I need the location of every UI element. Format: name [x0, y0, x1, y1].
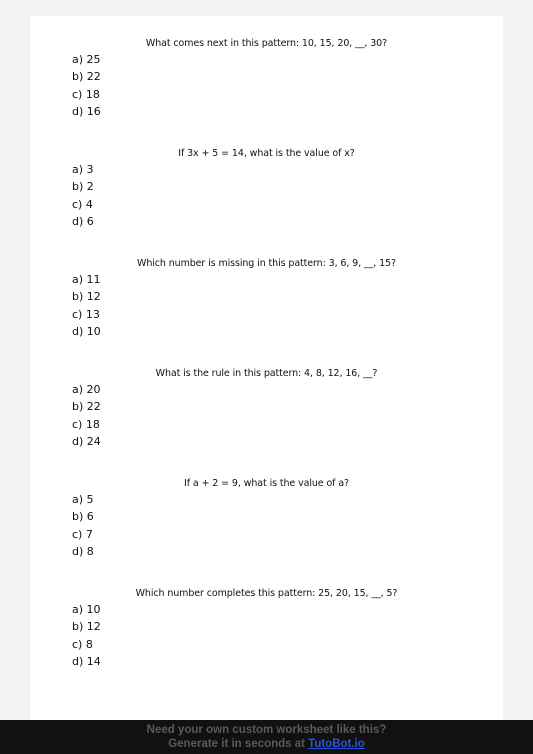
option-c: c) 18	[72, 417, 100, 431]
option-b: b) 12	[72, 290, 101, 304]
option-c: c) 7	[72, 527, 93, 541]
tutobot-link[interactable]: TutoBot.io	[308, 738, 365, 750]
worksheet-page	[30, 16, 503, 720]
question-text: If a + 2 = 9, what is the value of a?	[184, 478, 349, 489]
option-d: d) 16	[72, 104, 101, 118]
option-c: c) 18	[72, 87, 100, 101]
option-b: b) 12	[72, 620, 101, 634]
option-a: a) 3	[72, 163, 94, 176]
option-a: a) 20	[72, 383, 101, 396]
footer-line-2-text: Generate it in seconds at	[168, 738, 309, 750]
question-text: If 3x + 5 = 14, what is the value of x?	[178, 148, 355, 159]
option-d: d) 10	[72, 324, 101, 338]
option-d: d) 24	[72, 434, 101, 448]
option-c: c) 13	[72, 307, 100, 321]
option-a: a) 11	[72, 273, 101, 286]
option-a: a) 10	[72, 603, 101, 616]
option-b: b) 6	[72, 510, 94, 524]
question-text: What is the rule in this pattern: 4, 8, 12, 16, __?	[155, 368, 378, 379]
options-list	[72, 271, 101, 340]
option-c: c) 4	[72, 197, 93, 211]
option-a: a) 25	[72, 53, 101, 66]
option-d: d) 6	[72, 214, 94, 228]
option-d: d) 8	[72, 544, 94, 558]
question-text: Which number is missing in this pattern: 3, 6, 9, __, 15?	[137, 258, 396, 269]
options-list	[72, 381, 101, 450]
option-c: c) 8	[72, 637, 93, 651]
option-d: d) 14	[72, 654, 101, 668]
footer-line-1: Need your own custom worksheet like this?	[146, 724, 387, 736]
options-list	[72, 51, 101, 120]
options-list	[72, 491, 94, 560]
options-list	[72, 601, 101, 670]
option-b: b) 22	[72, 70, 101, 84]
question-text: What comes next in this pattern: 10, 15, 20, __, 30?	[145, 38, 388, 49]
option-b: b) 22	[72, 400, 101, 414]
option-b: b) 2	[72, 180, 94, 194]
option-a: a) 5	[72, 493, 94, 506]
question-text: Which number completes this pattern: 25, 20, 15, __, 5?	[135, 588, 398, 599]
footer-line-2	[0, 737, 533, 751]
promo-footer	[0, 720, 533, 754]
options-list	[72, 161, 94, 230]
